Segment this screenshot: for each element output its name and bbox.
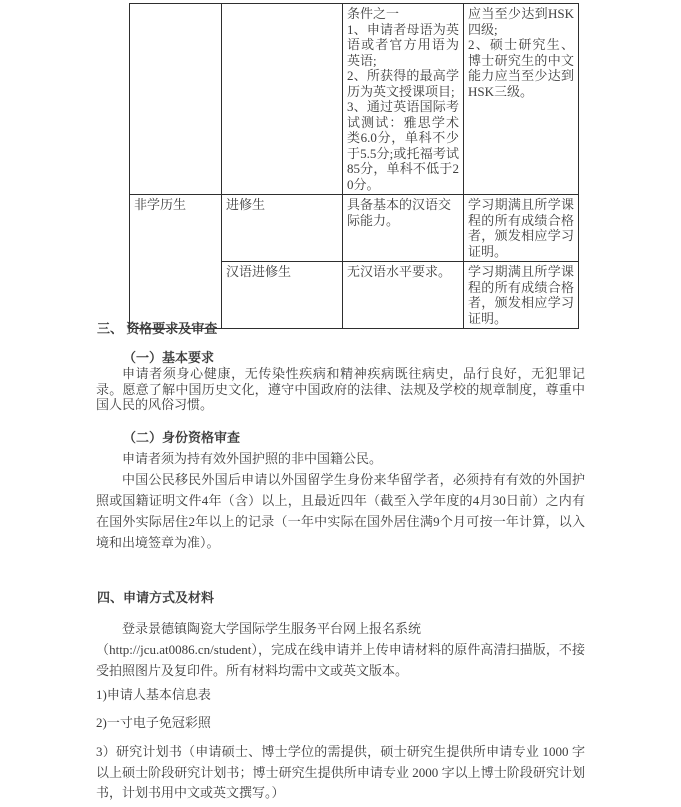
category-cell: 进修生 — [222, 195, 343, 262]
cell-line: 2、所获得的最高学历为英文授课项目; — [347, 68, 459, 99]
cell-line: 条件之一 — [347, 6, 400, 21]
certificate-cell: 学习期满且所学课程的所有成绩合格者，颁发相应学习证明。 — [464, 195, 579, 262]
table-row — [130, 4, 579, 195]
section3-heading: 三、 资格要求及审查 — [97, 321, 218, 336]
chinese-requirement-cell: 无汉语水平要求。 — [343, 262, 464, 329]
category-cell: 汉语进修生 — [222, 262, 343, 329]
empty-category-group-cell — [130, 4, 222, 195]
cell-line: 应当至少达到HSK四级; — [468, 6, 574, 37]
section3-sub1-heading: （一）基本要求 — [123, 350, 215, 365]
identity-review-paragraphs — [96, 448, 585, 553]
material-item-1: 1)申请人基本信息表 — [96, 687, 211, 702]
hsk-requirement-cell — [464, 4, 579, 195]
cell-line: 3、通过英语国际考试测试：雅思学术类6.0分，单科不少于5.5分;或托福考试85分，单科不低于20分。 — [347, 99, 459, 192]
application-intro-paragraph — [96, 618, 585, 681]
empty-category-cell — [222, 4, 343, 195]
material-item-3: 3）研究计划书（申请硕士、博士学位的需提供，硕士研究生提供所申请专业 1000 字以上硕士阶段研究计划书；博士研究生提供所申请专业 2000 字以上博士阶段研究计划书，计划书用中文或英文撰写。） — [96, 744, 585, 800]
application-intro-line2: （http://jcu.at0086.cn/student），完成在线申请并上传申请材料的原件高清扫描版，不接受拍照图片及复印件。所有材料均需中文或英文版本。 — [96, 642, 585, 678]
chinese-requirement-cell: 具备基本的汉语交际能力。 — [343, 195, 464, 262]
cell-line: 1、申请者母语为英语或者官方用语为英语; — [347, 21, 459, 68]
identity-review-paragraph-1: 申请者须为持有效外国护照的非中国籍公民。 — [122, 451, 383, 466]
cell-line: 2、硕士研究生、博士研究生的中文能力应当至少达到HSK三级。 — [468, 37, 574, 99]
non-degree-group-cell: 非学历生 — [130, 195, 222, 329]
basic-requirements-paragraph: 申请者须身心健康，无传染性疾病和精神疾病既往病史，品行良好，无犯罪记录。愿意了解中国历史文化，遵守中国政府的法律、法规及学校的规章制度，尊重中国人民的风俗习惯。 — [96, 366, 585, 412]
table-row — [130, 195, 579, 262]
material-item-2: 2)一寸电子免冠彩照 — [96, 715, 211, 730]
certificate-cell: 学习期满且所学课程的所有成绩合格者，颁发相应学习证明。 — [464, 262, 579, 329]
admission-requirements-table — [129, 3, 579, 329]
section4-heading: 四、申请方式及材料 — [97, 590, 215, 605]
language-requirement-cell — [343, 4, 464, 195]
section3-sub2-heading: （二）身份资格审查 — [123, 430, 241, 445]
identity-review-paragraph-2: 中国公民移民外国后申请以外国留学生身份来华留学者，必须持有有效的外国护照或国籍证明文件4年（含）以上，且最近四年（截至入学年度的4月30日前）之内有在国外实际居住2年以上的记录（一年中实际在国外居住满9个月可按一年计算，以入境和出境签章为准）。 — [96, 472, 585, 550]
application-intro-line1: 登录景德镇陶瓷大学国际学生服务平台网上报名系统 — [122, 621, 422, 636]
